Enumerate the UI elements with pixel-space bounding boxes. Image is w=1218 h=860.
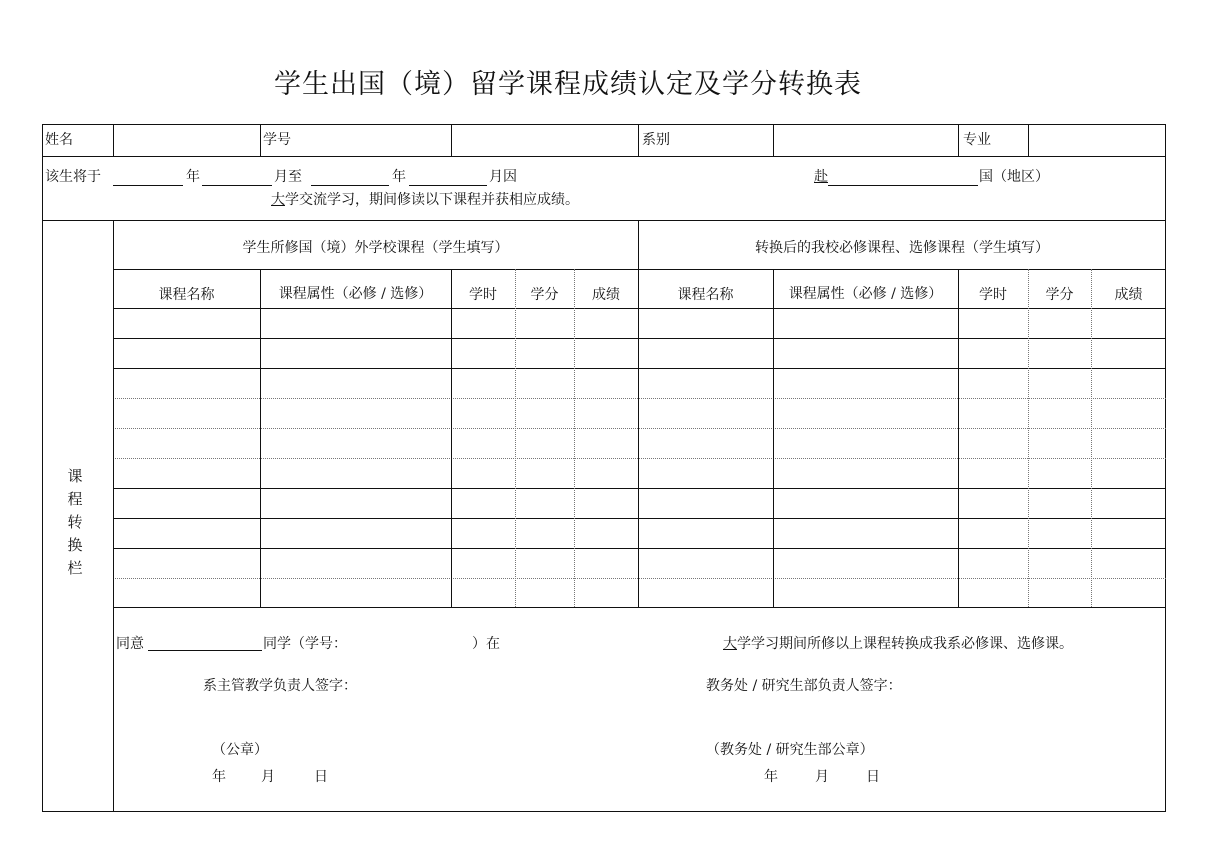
name-label: 姓名 [45,132,73,148]
conversion-text: 学学习期间所修以上课程转换成我系必修课、选修课。 [737,636,1073,652]
name-field[interactable] [116,132,256,152]
office-date-year: 年 [764,769,778,785]
row-divider [113,518,1166,519]
at-label: ）在 [472,636,500,652]
col-header-course-type: 课程属性（必修 / 选修） [278,286,433,302]
col-divider [113,220,114,812]
col-header-hours: 学时 [979,287,1007,303]
col-divider [451,124,452,156]
end-month-field[interactable] [409,185,487,186]
student-name-field[interactable] [148,650,262,651]
dept-signature-label: 系主管教学负责人签字： [203,678,357,694]
row-divider [113,548,1166,549]
col-divider [1091,269,1092,607]
course-conversion-section-label [60,465,90,580]
month-to-label: 月至 [274,169,302,185]
col-header-grade: 成绩 [1114,287,1143,303]
period-prefix: 该生将于 [45,169,101,185]
department-label: 系别 [642,132,670,148]
office-seal-label: （教务处 / 研究生部公章） [706,742,874,758]
year-label-2: 年 [392,169,406,185]
dept-date-year: 年 [212,769,226,785]
col-divider [773,269,774,607]
foreign-course-group-header: 学生所修国（境）外学校课程（学生填写） [242,240,509,256]
student-id-label: 学号 [263,132,291,148]
year-label: 年 [186,169,200,185]
col-header-credits: 学分 [530,287,559,303]
col-divider [451,269,452,607]
form-title: 学生出国（境）留学课程成绩认定及学分转换表 [274,69,862,100]
col-divider [574,269,575,607]
office-date-month: 月 [815,769,829,785]
col-divider [638,220,639,607]
dept-date-month: 月 [261,769,275,785]
period-line-2 [271,192,579,208]
row-divider [113,338,1166,339]
col-header-course-name: 课程名称 [677,287,734,303]
col-divider [260,124,261,156]
conversion-statement [723,636,1073,652]
office-signature-label: 教务处 / 研究生部负责人签字： [706,678,902,694]
dept-date-day: 日 [314,769,328,785]
month-due-label: 月因 [489,169,517,185]
row-divider [42,156,1166,157]
row-divider [113,458,1166,459]
col-divider [1028,269,1029,607]
major-label: 专业 [963,132,991,148]
office-date-day: 日 [866,769,880,785]
country-field[interactable] [828,185,978,186]
row-divider [113,368,1166,369]
dept-seal-label: （公章） [212,742,268,758]
start-month-field[interactable] [202,185,272,186]
col-divider [773,124,774,156]
col-header-course-name: 课程名称 [158,287,215,303]
start-year-field[interactable] [113,185,183,186]
col-header-hours: 学时 [469,287,497,303]
row-divider [113,398,1166,399]
row-divider [113,607,1166,608]
section-label-char: 栏 [67,559,83,577]
col-divider [260,269,261,607]
student-id-prompt: 同学（学号： [263,636,347,652]
end-year-field[interactable] [311,185,389,186]
col-divider [638,124,639,156]
university-char: 大 [723,636,737,652]
row-divider [113,578,1166,579]
agree-label: 同意 [116,636,144,652]
col-divider [113,124,114,156]
section-label-char: 程 [67,490,83,508]
student-id-field[interactable] [454,132,634,152]
section-label-char: 课 [67,467,83,485]
row-divider [42,220,1166,221]
col-header-credits: 学分 [1045,287,1074,303]
row-divider [113,488,1166,489]
col-divider [1028,124,1029,156]
col-header-grade: 成绩 [592,287,620,303]
go-to-label: 赴 [814,169,828,185]
col-divider [958,124,959,156]
col-divider [515,269,516,607]
col-divider [958,269,959,607]
section-label-char: 转 [67,513,83,531]
department-field[interactable] [776,132,954,152]
section-label-char: 换 [67,536,83,554]
major-field[interactable] [1031,132,1161,152]
converted-course-group-header: 转换后的我校必修课程、选修课程（学生填写） [755,240,1049,256]
col-header-course-type: 课程属性（必修 / 选修） [788,286,943,302]
row-divider [113,428,1166,429]
university-char: 大 [271,192,285,208]
country-region-label: 国（地区） [979,169,1049,185]
row-divider [113,308,1166,309]
exchange-text: 学交流学习，期间修读以下课程并获相应成绩。 [285,192,579,208]
row-divider [113,269,1166,270]
form-table [42,124,1166,812]
